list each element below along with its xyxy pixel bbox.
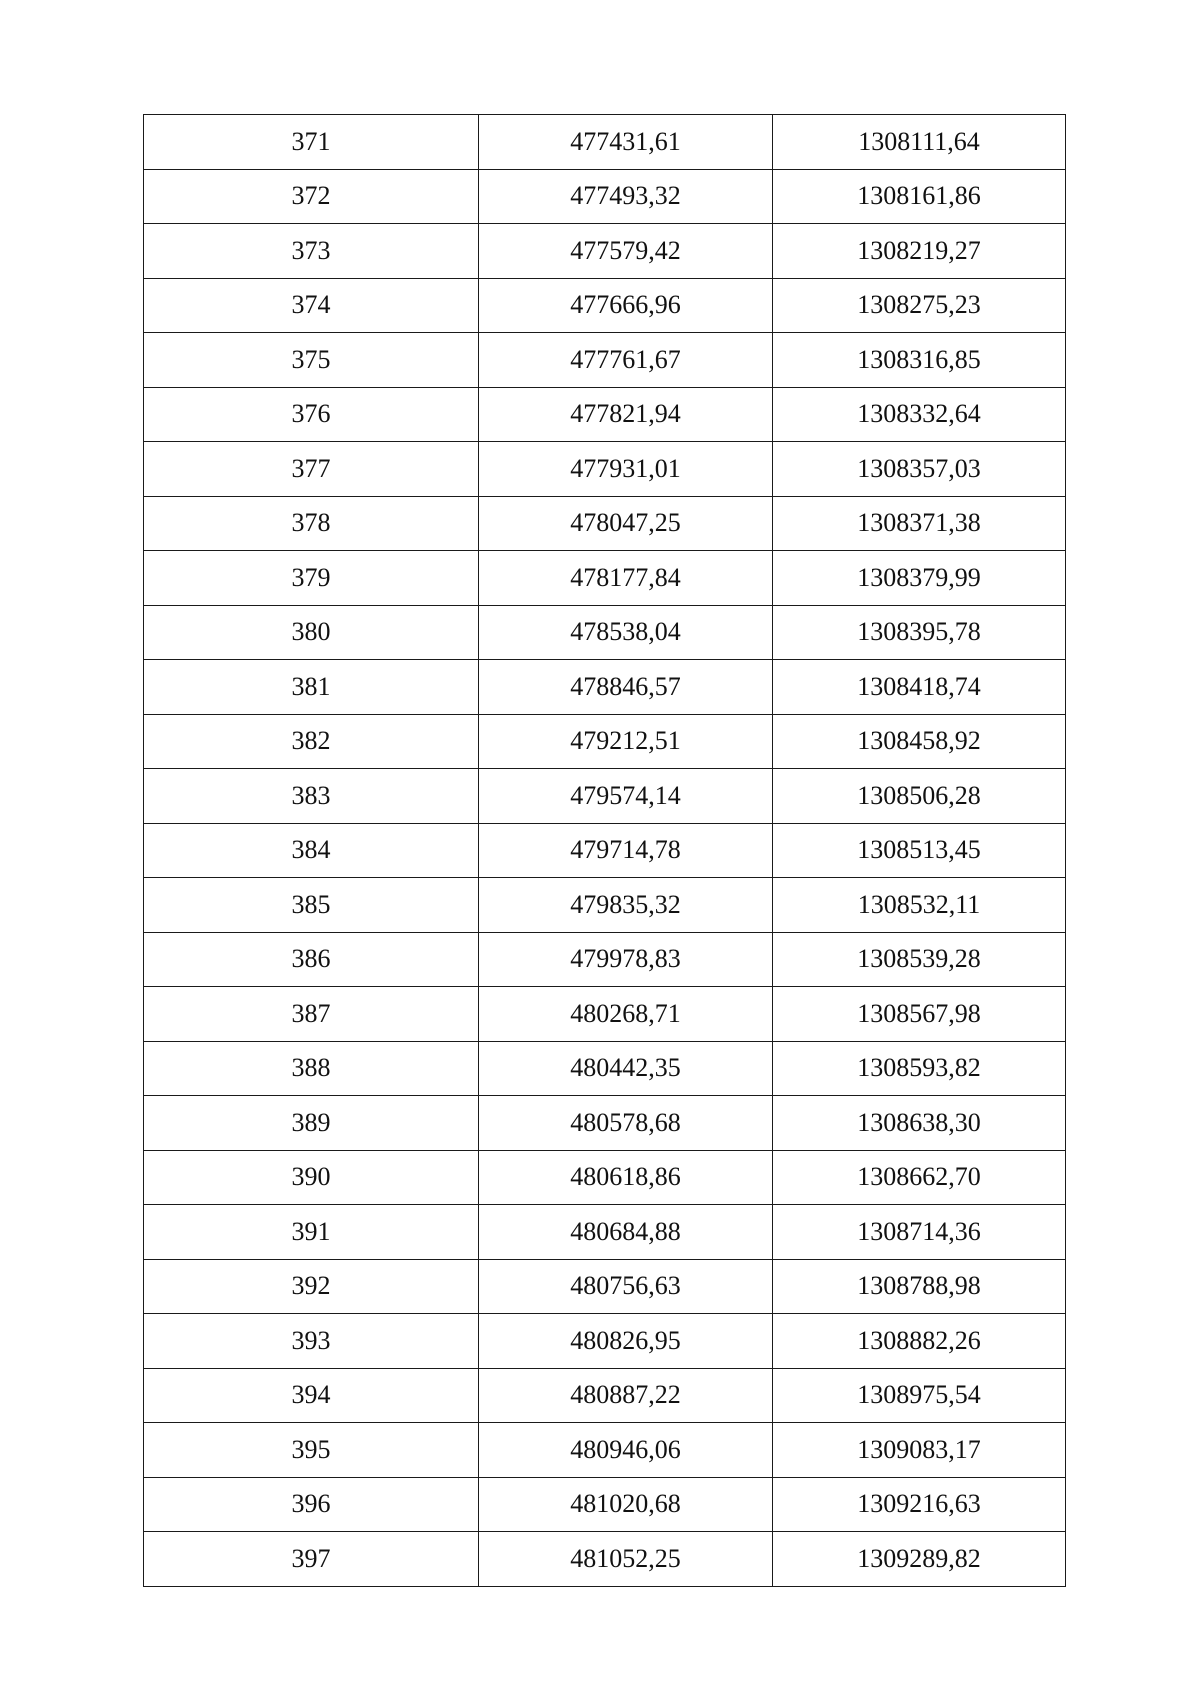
table-row — [144, 1259, 1066, 1314]
table-row — [144, 1205, 1066, 1260]
table-row — [144, 442, 1066, 497]
y-coordinate-cell: 1308379,99 — [773, 551, 1066, 606]
point-number-cell: 375 — [144, 333, 479, 388]
x-coordinate-cell: 479835,32 — [479, 878, 773, 933]
x-coordinate-cell: 477493,32 — [479, 169, 773, 224]
y-coordinate-cell: 1308219,27 — [773, 224, 1066, 279]
point-number-cell: 393 — [144, 1314, 479, 1369]
table-row — [144, 551, 1066, 606]
y-coordinate-cell: 1309289,82 — [773, 1532, 1066, 1587]
x-coordinate-cell: 480946,06 — [479, 1423, 773, 1478]
x-coordinate-cell: 479574,14 — [479, 769, 773, 824]
x-coordinate-cell: 478538,04 — [479, 605, 773, 660]
table-row — [144, 878, 1066, 933]
point-number-cell: 383 — [144, 769, 479, 824]
table-row — [144, 1423, 1066, 1478]
table-row — [144, 605, 1066, 660]
y-coordinate-cell: 1308332,64 — [773, 387, 1066, 442]
x-coordinate-cell: 478177,84 — [479, 551, 773, 606]
point-number-cell: 390 — [144, 1150, 479, 1205]
y-coordinate-cell: 1308567,98 — [773, 987, 1066, 1042]
y-coordinate-cell: 1308513,45 — [773, 823, 1066, 878]
x-coordinate-cell: 477821,94 — [479, 387, 773, 442]
point-number-cell: 378 — [144, 496, 479, 551]
point-number-cell: 377 — [144, 442, 479, 497]
y-coordinate-cell: 1308593,82 — [773, 1041, 1066, 1096]
table-row — [144, 1368, 1066, 1423]
x-coordinate-cell: 480618,86 — [479, 1150, 773, 1205]
x-coordinate-cell: 477931,01 — [479, 442, 773, 497]
x-coordinate-cell: 480826,95 — [479, 1314, 773, 1369]
x-coordinate-cell: 480684,88 — [479, 1205, 773, 1260]
x-coordinate-cell: 479978,83 — [479, 932, 773, 987]
point-number-cell: 387 — [144, 987, 479, 1042]
table-row — [144, 224, 1066, 279]
y-coordinate-cell: 1308316,85 — [773, 333, 1066, 388]
table-row — [144, 1041, 1066, 1096]
x-coordinate-cell: 481020,68 — [479, 1477, 773, 1532]
point-number-cell: 379 — [144, 551, 479, 606]
table-row — [144, 987, 1066, 1042]
point-number-cell: 392 — [144, 1259, 479, 1314]
y-coordinate-cell: 1308458,92 — [773, 714, 1066, 769]
y-coordinate-cell: 1308161,86 — [773, 169, 1066, 224]
point-number-cell: 381 — [144, 660, 479, 715]
point-number-cell: 394 — [144, 1368, 479, 1423]
table-row — [144, 333, 1066, 388]
y-coordinate-cell: 1308638,30 — [773, 1096, 1066, 1151]
x-coordinate-cell: 480268,71 — [479, 987, 773, 1042]
x-coordinate-cell: 477579,42 — [479, 224, 773, 279]
point-number-cell: 371 — [144, 115, 479, 170]
table-row — [144, 769, 1066, 824]
y-coordinate-cell: 1308395,78 — [773, 605, 1066, 660]
table-row — [144, 1150, 1066, 1205]
y-coordinate-cell: 1308532,11 — [773, 878, 1066, 933]
table-row — [144, 823, 1066, 878]
y-coordinate-cell: 1308371,38 — [773, 496, 1066, 551]
point-number-cell: 372 — [144, 169, 479, 224]
point-number-cell: 386 — [144, 932, 479, 987]
table-row — [144, 387, 1066, 442]
y-coordinate-cell: 1308788,98 — [773, 1259, 1066, 1314]
x-coordinate-cell: 480887,22 — [479, 1368, 773, 1423]
table-row — [144, 1477, 1066, 1532]
y-coordinate-cell: 1308506,28 — [773, 769, 1066, 824]
point-number-cell: 374 — [144, 278, 479, 333]
table-row — [144, 932, 1066, 987]
x-coordinate-cell: 477761,67 — [479, 333, 773, 388]
y-coordinate-cell: 1309216,63 — [773, 1477, 1066, 1532]
y-coordinate-cell: 1308975,54 — [773, 1368, 1066, 1423]
x-coordinate-cell: 478846,57 — [479, 660, 773, 715]
point-number-cell: 376 — [144, 387, 479, 442]
x-coordinate-cell: 480442,35 — [479, 1041, 773, 1096]
x-coordinate-cell: 479212,51 — [479, 714, 773, 769]
table-row — [144, 169, 1066, 224]
point-number-cell: 391 — [144, 1205, 479, 1260]
table-row — [144, 714, 1066, 769]
x-coordinate-cell: 477666,96 — [479, 278, 773, 333]
point-number-cell: 382 — [144, 714, 479, 769]
y-coordinate-cell: 1308418,74 — [773, 660, 1066, 715]
y-coordinate-cell: 1308539,28 — [773, 932, 1066, 987]
x-coordinate-cell: 480756,63 — [479, 1259, 773, 1314]
point-number-cell: 380 — [144, 605, 479, 660]
x-coordinate-cell: 479714,78 — [479, 823, 773, 878]
y-coordinate-cell: 1308111,64 — [773, 115, 1066, 170]
x-coordinate-cell: 481052,25 — [479, 1532, 773, 1587]
table-row — [144, 278, 1066, 333]
table-row — [144, 496, 1066, 551]
table-row — [144, 660, 1066, 715]
y-coordinate-cell: 1309083,17 — [773, 1423, 1066, 1478]
table-row — [144, 115, 1066, 170]
y-coordinate-cell: 1308882,26 — [773, 1314, 1066, 1369]
coordinates-table — [143, 114, 1066, 1587]
y-coordinate-cell: 1308275,23 — [773, 278, 1066, 333]
x-coordinate-cell: 477431,61 — [479, 115, 773, 170]
point-number-cell: 396 — [144, 1477, 479, 1532]
table-body — [144, 115, 1066, 1587]
y-coordinate-cell: 1308357,03 — [773, 442, 1066, 497]
table-row — [144, 1532, 1066, 1587]
point-number-cell: 373 — [144, 224, 479, 279]
point-number-cell: 384 — [144, 823, 479, 878]
table-row — [144, 1314, 1066, 1369]
point-number-cell: 385 — [144, 878, 479, 933]
point-number-cell: 397 — [144, 1532, 479, 1587]
point-number-cell: 395 — [144, 1423, 479, 1478]
x-coordinate-cell: 478047,25 — [479, 496, 773, 551]
y-coordinate-cell: 1308714,36 — [773, 1205, 1066, 1260]
y-coordinate-cell: 1308662,70 — [773, 1150, 1066, 1205]
table-row — [144, 1096, 1066, 1151]
point-number-cell: 388 — [144, 1041, 479, 1096]
point-number-cell: 389 — [144, 1096, 479, 1151]
x-coordinate-cell: 480578,68 — [479, 1096, 773, 1151]
